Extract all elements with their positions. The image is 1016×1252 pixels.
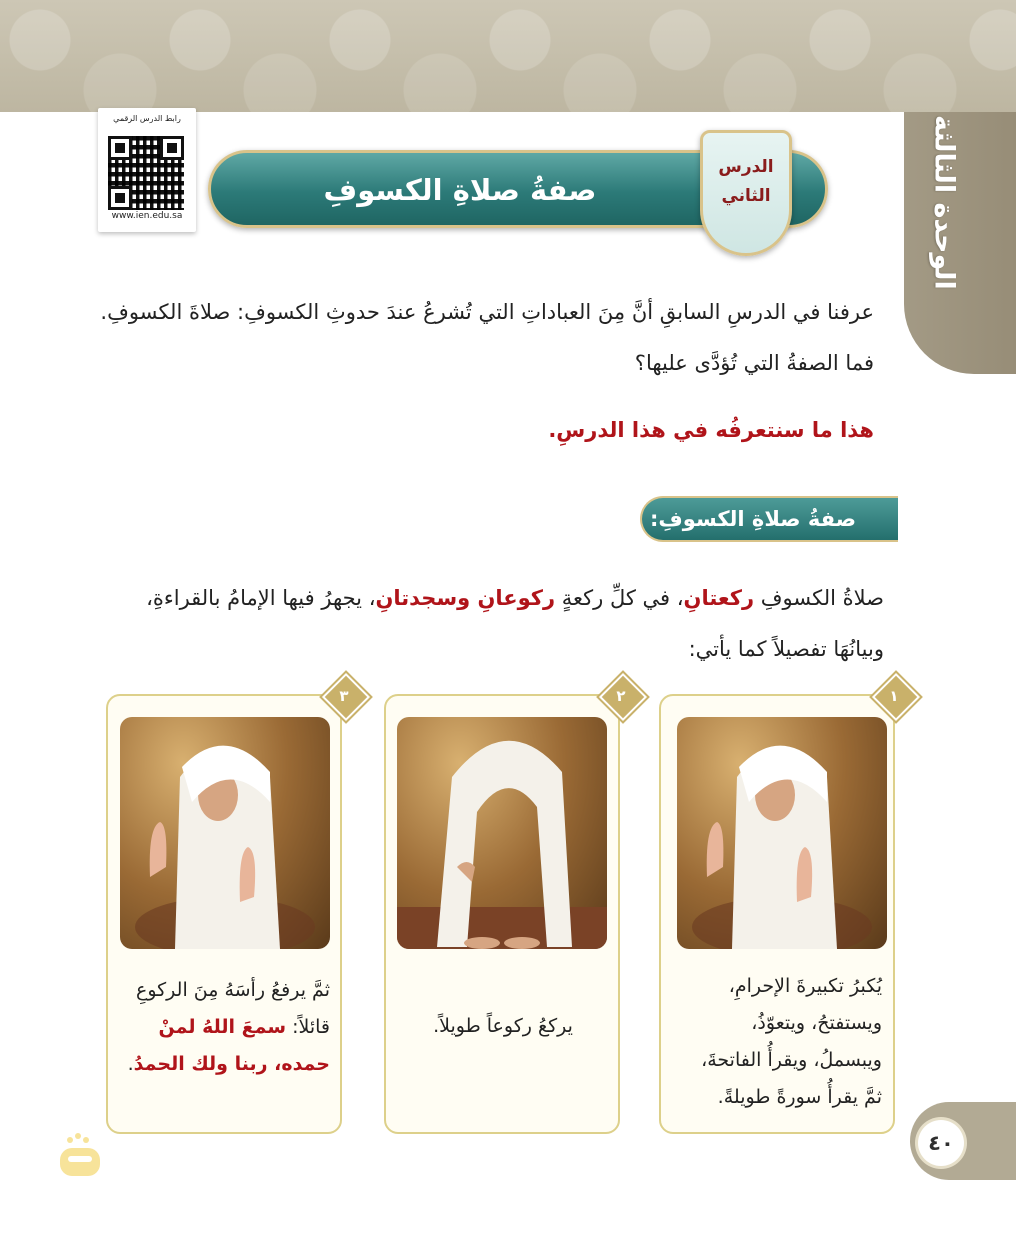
description-line: وبيانُهَا تفصيلاً كما يأتي: [688, 637, 884, 661]
step-text-line: يُكبرُ تكبيرةَ الإحرامِ، [728, 975, 882, 997]
intro-highlight: هذا ما سنتعرفُه في هذا الدرسِ. [548, 418, 874, 442]
description-highlight: ركعتانِ [683, 586, 755, 610]
lesson-badge-label: الدرس [718, 157, 774, 177]
qr-corner-icon [160, 136, 184, 160]
qr-url[interactable]: www.ien.edu.sa [111, 211, 183, 221]
step-number: ٢ [616, 687, 626, 705]
description-line [90, 586, 884, 610]
step-text-line: ثمَّ يقرأُ سورةً طويلةً. [717, 1086, 882, 1109]
page-number: ٤٠ [918, 1120, 964, 1166]
description-highlight: ركوعانِ وسجدتانِ [375, 586, 556, 610]
lesson-badge-number: الثاني [721, 186, 771, 206]
intro-paragraph-line: عرفنا في الدرسِ السابقِ أنَّ مِنَ العباداتِ التي تُشرعُ عندَ حدوثِ الكسوفِ: صلاةَ الكسوفِ. [100, 300, 874, 324]
step-number: ٣ [339, 687, 349, 705]
step-text-line: يركعُ ركوعاً طويلاً. [433, 1015, 573, 1037]
bowing-prayer-photo-icon [397, 717, 607, 949]
step-text-segment: قائلاً: [286, 1016, 330, 1039]
step-text-highlight: سمعَ اللهُ لمنْ [158, 1016, 287, 1039]
step-text [400, 1008, 606, 1045]
intro-question: فما الصفةُ التي تُؤدَّى عليها؟ [634, 351, 874, 375]
qr-caption: رابط الدرس الرقمي [113, 114, 181, 123]
standing-prayer-photo-icon [120, 717, 330, 949]
qr-code-icon[interactable] [108, 136, 184, 210]
step-text-line [124, 1046, 330, 1083]
lesson-title: صفةُ صلاةِ الكسوفِ [323, 173, 597, 207]
standing-figure-icon [677, 717, 887, 949]
bowing-figure-icon [397, 717, 607, 949]
step-text-line [124, 1009, 330, 1046]
qr-corner-icon [108, 186, 132, 210]
step-text [124, 972, 330, 1083]
unit-label: الوحدة الثالثة [928, 114, 960, 290]
step-text-line: ويبسملُ، ويقرأُ الفاتحةَ، [701, 1049, 882, 1072]
step-text-line: ويستفتحُ، ويتعوّذُ، [751, 1012, 882, 1035]
standing-prayer-photo-icon [677, 717, 887, 949]
qr-corner-icon [108, 136, 132, 160]
description-text: ، يجهرُ فيها الإمامُ بالقراءةِ، [146, 586, 376, 610]
step-text-highlight: حمده، ربنا ولك الحمدُ [133, 1053, 330, 1076]
step-text [676, 968, 882, 1116]
standing-figure-icon [120, 717, 330, 949]
description-text: ، في كلِّ ركعةٍ [555, 586, 684, 610]
step-number: ١ [889, 687, 899, 705]
top-decorative-band [0, 0, 1016, 112]
description-text: صلاةُ الكسوفِ [754, 586, 884, 610]
ministry-logo-icon [52, 1128, 108, 1184]
step-text-segment: . [127, 1053, 134, 1076]
step-text-line: ثمَّ يرفعُ رأسَهُ مِنَ الركوعِ [135, 979, 330, 1001]
section-heading: صفةُ صلاةِ الكسوفِ: [650, 507, 857, 531]
